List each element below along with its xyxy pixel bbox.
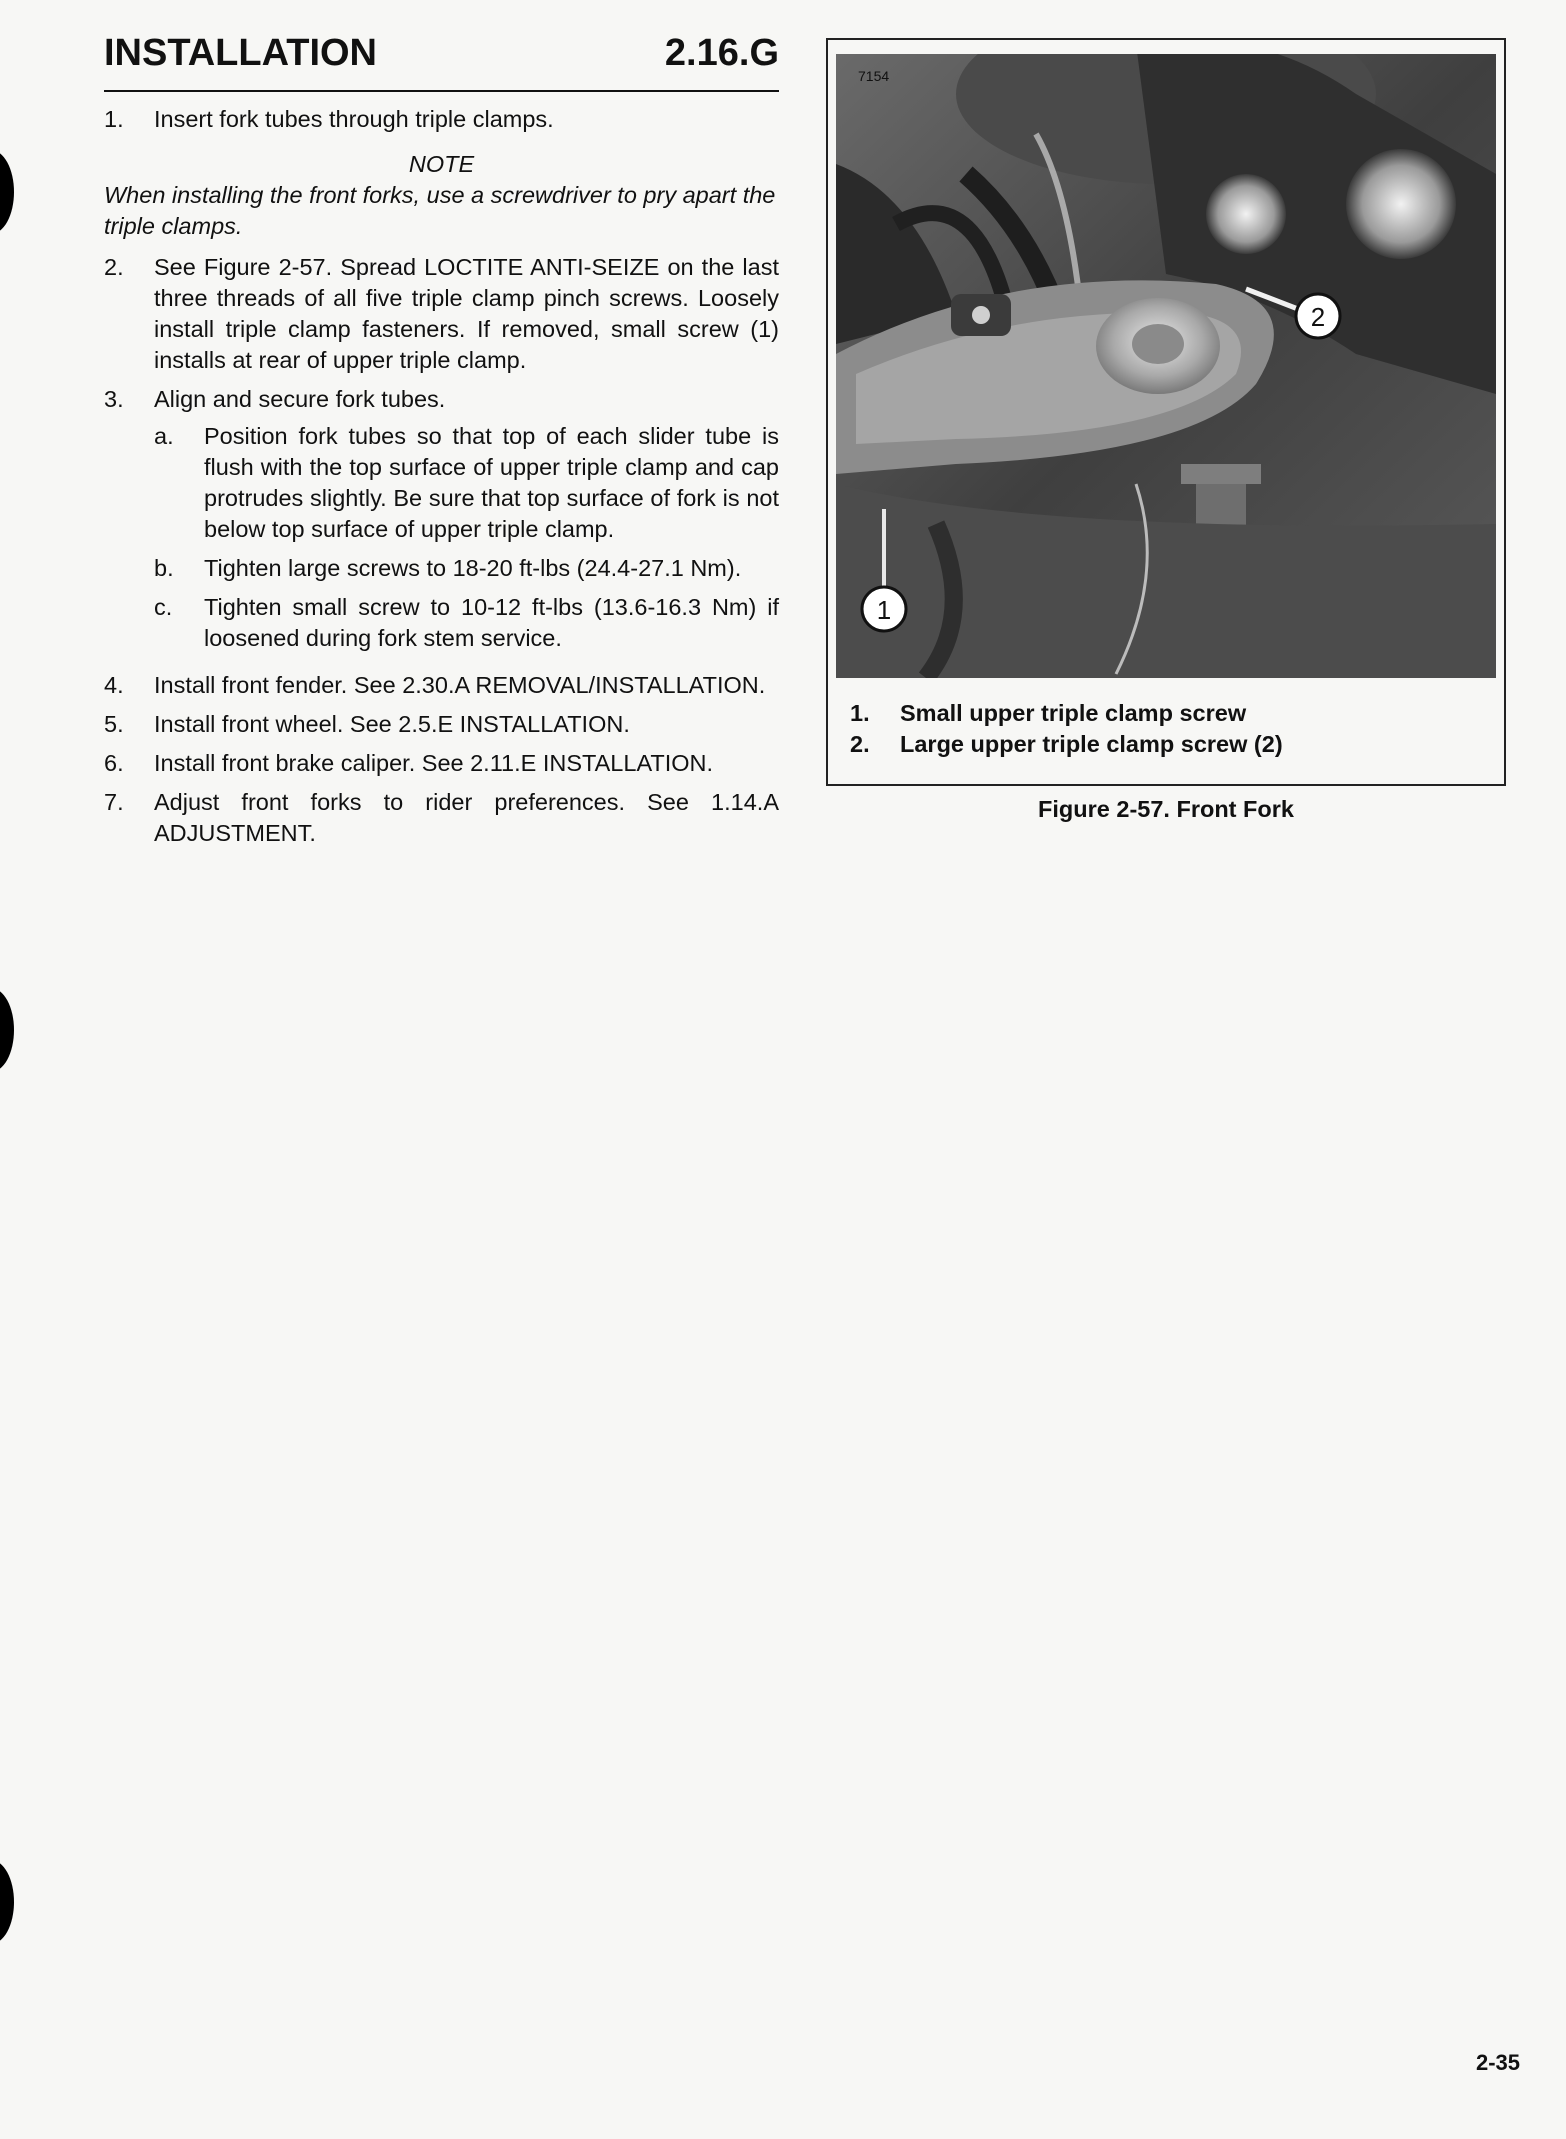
page-number: 2-35 <box>1475 2050 1520 2075</box>
figure-box <box>826 38 1506 786</box>
figure-legend <box>850 698 1283 760</box>
step-text: Align and secure fork tubes. <box>154 386 446 412</box>
fork-photo-illustration <box>836 54 1496 678</box>
legend-item <box>850 729 1283 760</box>
substep-text: Position fork tubes so that top of each slider tube is flush with the top surface of upper triple clamp and cap protrudes slightly. Be sure that top surface of fork is not below top surface of upper triple clamp. <box>204 423 779 542</box>
step-3 <box>104 384 779 662</box>
step-number: 4. <box>104 672 124 698</box>
step-text: See Figure 2-57. Spread LOCTITE ANTI-SEIZE on the last three threads of all five triple clamp pinch screws. Loosely install triple clamp fasteners. If removed, small screw (1) installs at rear of upper triple clamp. <box>154 254 779 373</box>
figure-caption: Figure 2-57. Front Fork <box>1038 796 1294 822</box>
legend-number: 2. <box>850 731 870 757</box>
punch-hole <box>0 988 14 1072</box>
step-number: 3. <box>104 386 124 412</box>
punch-hole <box>0 1860 14 1944</box>
note-heading: NOTE <box>408 151 475 177</box>
step-2 <box>104 252 779 376</box>
step-text: Insert fork tubes through triple clamps. <box>154 106 554 132</box>
procedure-body <box>104 104 779 857</box>
section-number: 2.16.G <box>664 32 779 74</box>
step-number: 1. <box>104 106 124 132</box>
legend-text: Small upper triple clamp screw <box>900 700 1247 726</box>
figure-id: 7154 <box>858 68 890 84</box>
step-body <box>154 384 779 662</box>
substep-text: Tighten large screws to 18-20 ft-lbs (24.4-27.1 Nm). <box>204 555 742 581</box>
step-5 <box>104 709 779 740</box>
step-7 <box>104 787 779 849</box>
step-number: 7. <box>104 789 124 815</box>
substep-letter: c. <box>154 594 173 620</box>
punch-hole <box>0 150 14 234</box>
note-text: When installing the front forks, use a screwdriver to pry apart the triple clamps. <box>104 182 776 239</box>
step-4 <box>104 670 779 701</box>
step-number: 6. <box>104 750 124 776</box>
step-text: Adjust front forks to rider preferences. See 1.14.A ADJUSTMENT. <box>154 789 779 846</box>
step-text: Install front wheel. See 2.5.E INSTALLATION. <box>154 711 630 737</box>
substep-text: Tighten small screw to 10-12 ft-lbs (13.6-16.3 Nm) if loosened during fork stem service. <box>204 594 779 651</box>
step-1 <box>104 104 779 135</box>
callout-2: 2 <box>1310 302 1326 332</box>
step-text: Install front brake caliper. See 2.11.E INSTALLATION. <box>154 750 714 776</box>
substep-b <box>154 553 779 584</box>
step-6 <box>104 748 779 779</box>
legend-text: Large upper triple clamp screw (2) <box>900 731 1283 757</box>
substep-a <box>154 421 779 545</box>
substep-letter: b. <box>154 555 174 581</box>
fork-photo <box>836 54 1496 678</box>
section-title: INSTALLATION <box>104 32 377 74</box>
substep-letter: a. <box>154 423 174 449</box>
legend-item <box>850 698 1283 729</box>
callout-1: 1 <box>876 595 892 625</box>
step-number: 5. <box>104 711 124 737</box>
step-number: 2. <box>104 254 124 280</box>
substep-c <box>154 592 779 654</box>
step-text: Install front fender. See 2.30.A REMOVAL/INSTALLATION. <box>154 672 766 698</box>
section-header <box>104 30 779 92</box>
legend-number: 1. <box>850 700 870 726</box>
